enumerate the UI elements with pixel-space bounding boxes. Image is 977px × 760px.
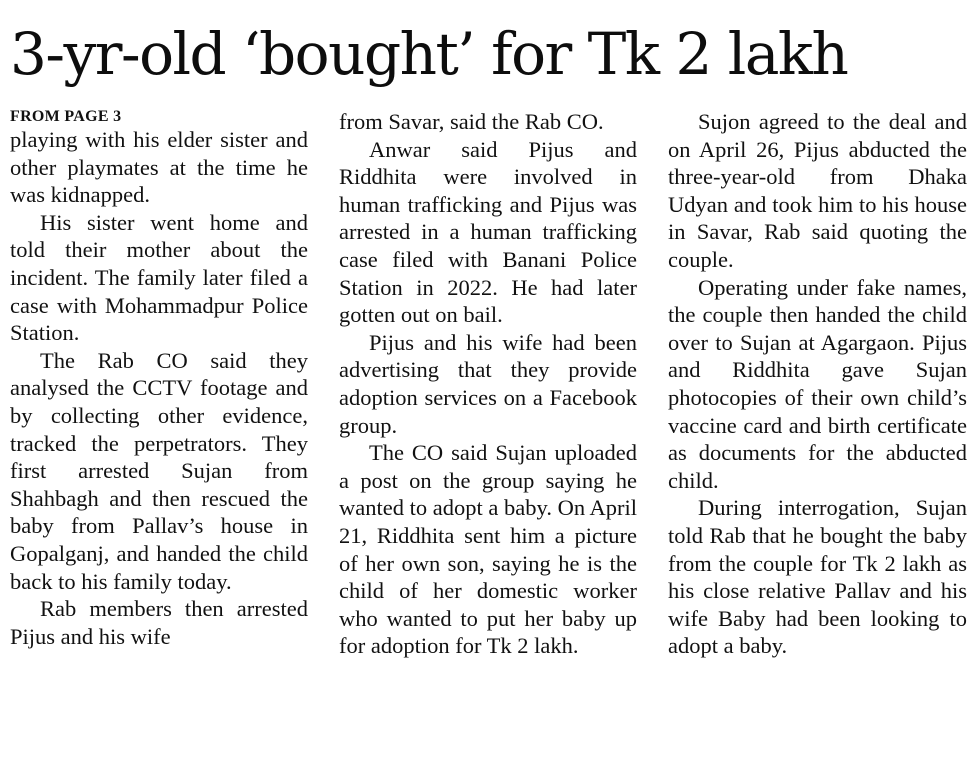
column-3: [668, 108, 967, 660]
paragraph: The CO said Sujan uploaded a post on the group saying he wanted to adopt a baby. On April 21, Riddhita sent him a picture of her own son, saying he is the child of her domestic worker who wanted to put her baby up for adoption for Tk 2 lakh.: [339, 440, 637, 659]
paragraph: Anwar said Pijus and Riddhita were involved in human trafficking and Pijus was arrested in a human trafficking case filed with Banani Police Station in 2022. He had later gotten out on bail.: [339, 136, 637, 328]
paragraph: Pijus and his wife had been advertising that they provide adoption services on a Facebook group.: [339, 329, 637, 438]
paragraph: Rab members then arrested Pijus and his wife: [10, 596, 308, 649]
paragraph: Operating under fake names, the couple then handed the child over to Sujan at Agargaon. Pijus and Riddhita gave Sujan photocopies of their own child’s vaccine card and birth certificate as documents for the abducted child.: [668, 274, 967, 493]
paragraph: The Rab CO said they analysed the CCTV footage and by collecting other evidence, tracked the perpetrators. They first arrested Sujan from Shahbagh and then rescued the baby from Pallav’s house in Gopalganj, and handed the child back to his family today.: [10, 347, 308, 594]
paragraph: His sister went home and told their mother about the incident. The family later filed a case with Mohammadpur Police Station.: [10, 209, 308, 346]
column-1: [10, 108, 308, 650]
paragraph: from Savar, said the Rab CO.: [339, 109, 604, 134]
continued-from-label: FROM PAGE 3: [10, 108, 122, 125]
paragraph: Sujon agreed to the deal and on April 26, Pijus abducted the three-year-old from Dhaka Udyan and took him to his house in Savar, Rab said quoting the couple.: [668, 109, 967, 272]
paragraph: During interrogation, Sujan told Rab that he bought the baby from the couple for Tk 2 lakh as his close relative Pallav and his wife Baby had been looking to adopt a baby.: [668, 495, 967, 659]
headline: 3-yr-old ‘bought’ for Tk 2 lakh: [10, 20, 848, 88]
column-2: [339, 108, 637, 660]
paragraph: playing with his elder sister and other playmates at the time he was kidnapped.: [10, 127, 308, 208]
